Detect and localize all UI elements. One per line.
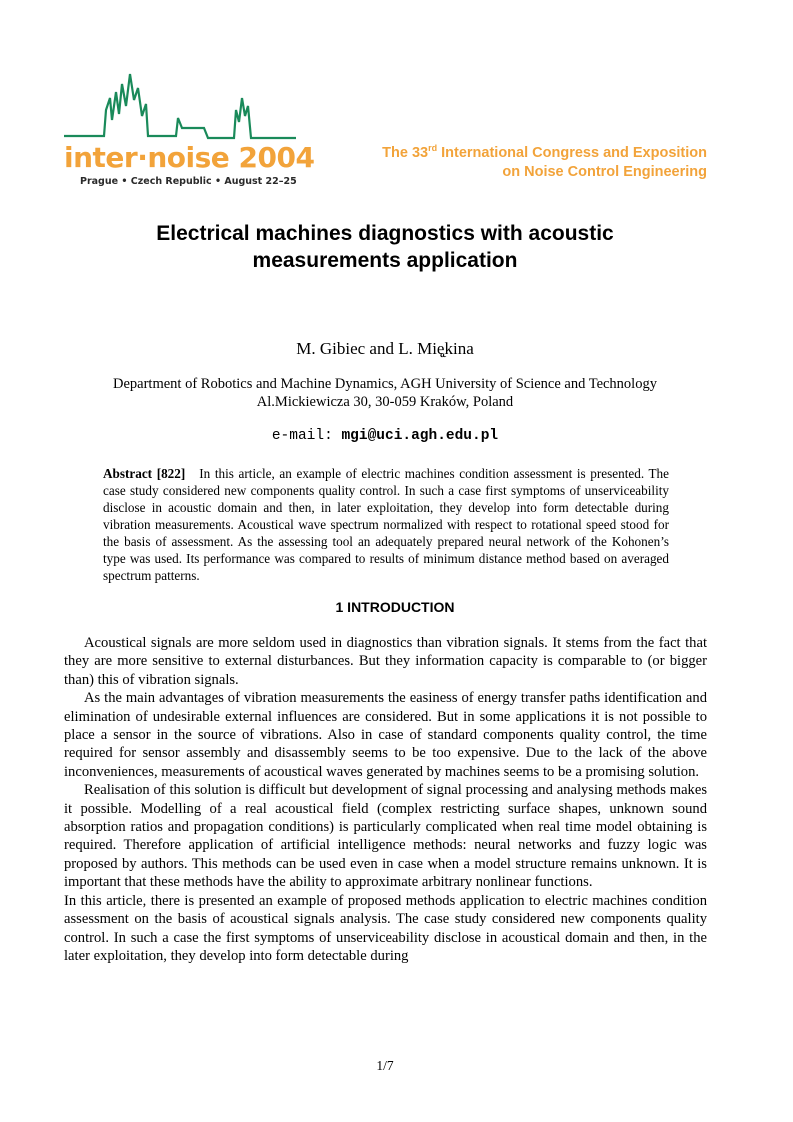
body-text: [64, 634, 707, 965]
email-line: [60, 428, 710, 444]
logo-subtitle: Prague • Czech Republic • August 22–25: [80, 176, 297, 187]
section-heading: 1 INTRODUCTION: [335, 599, 455, 615]
paragraph: Acoustical signals are more seldom used in diagnostics than vibration signals. It stems from the fact that they are more sensitive to external disturbances. But they information capacity is comparable to (or bigger than) this of vibration signals.: [64, 635, 707, 688]
logo-wordmark: inter·noise 2004: [64, 141, 315, 174]
abstract-text: In this article, an example of electric machines condition assessment is presented. The case study considered new components quality control. In such a case first symptoms of unserviceability disclose in acoustic domain and then, in later exploitation, they develop into form detectable during vibration measurements. Acoustical wave spectrum normalized with respect to rotational speed stood for the basis of assessment. As the assessing tool an adequately prepared neural network of the Kohonen’s type was used. Its performance was compared to results of minimum distance method based on averaged spectrum patterns.: [103, 466, 670, 583]
paper-title: Electrical machines diagnostics with acoustic measurements application: [156, 222, 614, 272]
congress-line-1: The 33rd International Congress and Exposition: [382, 143, 707, 161]
email-label: e-mail:: [271, 428, 333, 444]
abstract: [103, 465, 669, 584]
email-address[interactable]: mgi@uci.agh.edu.pl: [341, 428, 499, 444]
paragraph: In this article, there is presented an example of proposed methods application to electric machines condition assessment on the basis of acoustical signals analysis. The case study considered new components quality control. In such a case the first symptoms of unserviceability disclose in acoustical domain and then, in the later exploitation, they develop into form detectable during: [64, 892, 707, 964]
authors: M. Gibiec and L. Mię̨kina: [296, 339, 474, 358]
paragraph: As the main advantages of vibration measurements the easiness of energy transfer paths identification and elimination of undesirable external influences are considered. But in some applications it is not possible to place a sensor in the source of vibrations. Also in case of standard components quality control, the time required for sensor assembly and disassembly seems to be too expensive. Due to the lack of the above inconveniences, measurements of acoustical waves generated by machines seems to be a promising solution.: [64, 690, 707, 780]
abstract-label: Abstract [822]: [103, 466, 186, 481]
page-number: 1/7: [376, 1058, 394, 1073]
affiliation: Department of Robotics and Machine Dynamics, AGH University of Science and Technology Al.Mickiewicza 30, 30-059 Kraków, Poland: [113, 376, 657, 410]
paragraph: Realisation of this solution is difficult but development of signal processing and analysing methods makes it possible. Modelling of a real acoustical field (complex restricting surface shapes, unknown sound absorption ratios and propagation conditions) is particularly complicated when real time model obtaining is required. Therefore application of artificial intelligence methods: neural networks and fuzzy logic was proposed by authors. This methods can be used even in case when a model structure remains unknown. It is important that these methods have the ability to approximate arbitrary nonlinear functions.: [64, 782, 707, 891]
prague-skyline-icon: [64, 70, 296, 150]
inter-noise-logo: [64, 70, 315, 192]
congress-heading: [382, 139, 707, 182]
congress-line-2: on Noise Control Engineering: [502, 163, 707, 180]
